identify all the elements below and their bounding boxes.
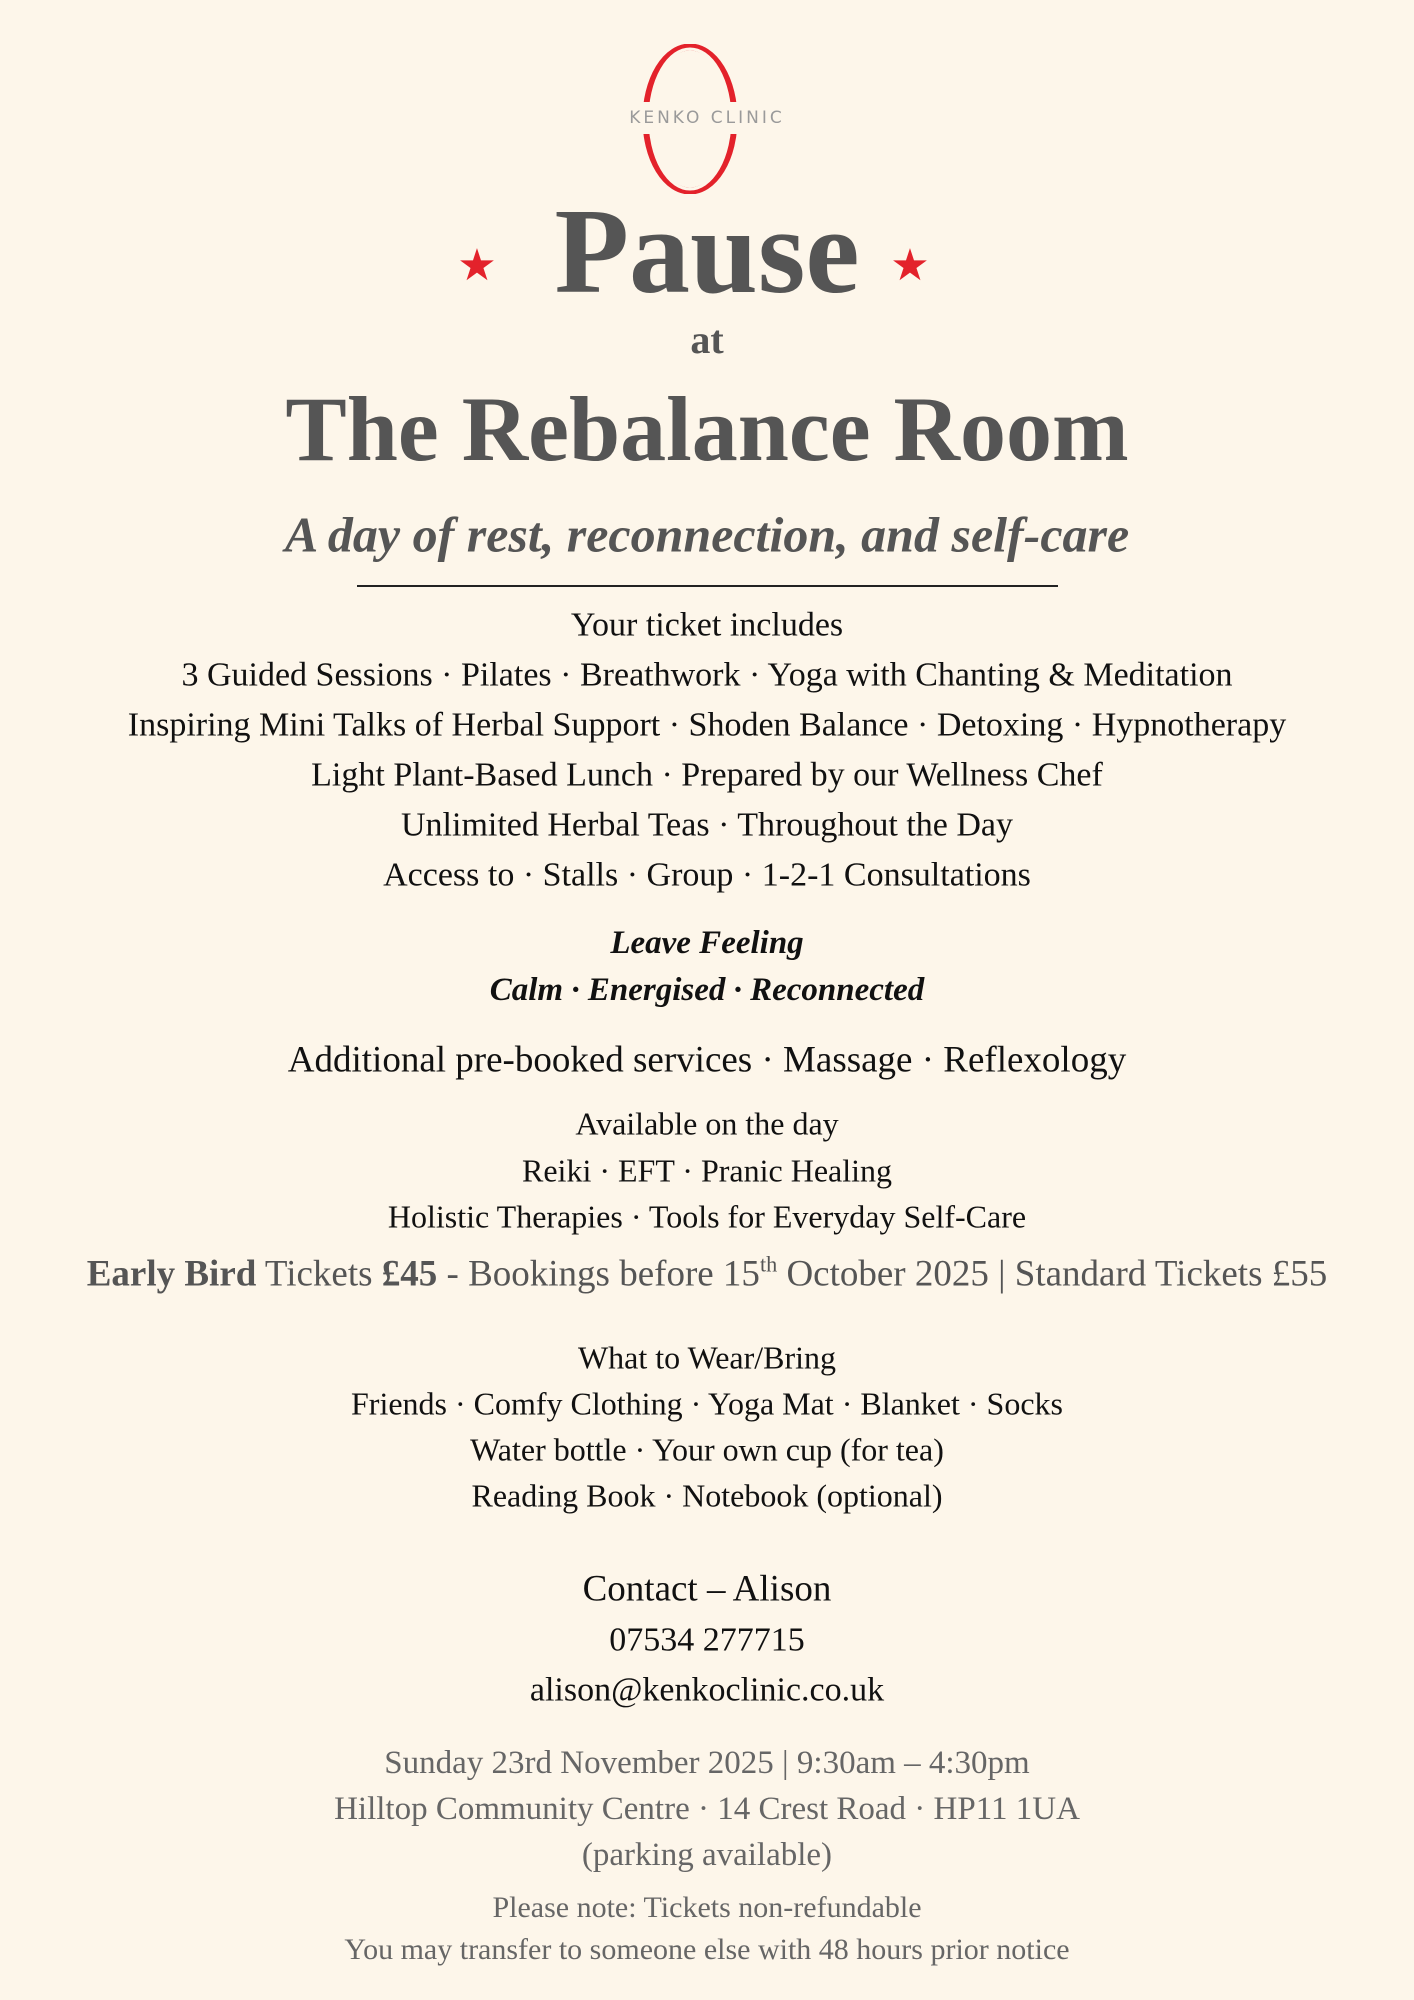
bring-item: Reading Book · Notebook (optional) <box>471 1477 943 1514</box>
contact-label: Contact – Alison <box>582 1568 832 1610</box>
contact-email[interactable]: alison@kenkoclinic.co.uk <box>529 1671 885 1709</box>
contact-phone[interactable]: 07534 277715 <box>609 1621 805 1659</box>
title-connector: at <box>690 317 724 362</box>
star-icon-left: ★ <box>457 241 497 290</box>
on-the-day-item: Holistic Therapies · Tools for Everyday Self-Care <box>387 1198 1027 1235</box>
includes-item: 3 Guided Sessions · Pilates · Breathwork · Yoga with Chanting & Meditation <box>181 656 1233 694</box>
includes-item: Inspiring Mini Talks of Herbal Support · Shoden Balance · Detoxing · Hypnotherapy <box>127 706 1287 744</box>
note-refund: Please note: Tickets non-refundable <box>492 1890 922 1924</box>
pricing-line <box>0 1251 1414 1297</box>
divider <box>357 585 1058 587</box>
bring-item: Friends · Comfy Clothing · Yoga Mat · Blanket · Socks <box>351 1385 1063 1422</box>
booking-sup: th <box>759 1251 778 1277</box>
includes-heading: Your ticket includes <box>570 606 844 644</box>
bring-heading: What to Wear/Bring <box>577 1339 837 1376</box>
early-bird-label: Early Bird <box>86 1253 257 1295</box>
early-price: £45 <box>381 1253 438 1295</box>
tickets-word: Tickets <box>256 1253 382 1295</box>
event-title: Pause <box>554 183 860 319</box>
event-parking: (parking available) <box>581 1837 833 1874</box>
on-the-day-item: Reiki · EFT · Pranic Healing <box>522 1152 892 1189</box>
event-address: Hilltop Community Centre · 14 Crest Road · HP11 1UA <box>334 1791 1080 1828</box>
booking-prefix: - Bookings before 15 <box>437 1253 760 1295</box>
logo-text: KENKO CLINIC <box>629 108 785 128</box>
tagline: A day of rest, reconnection, and self-care <box>284 506 1130 563</box>
includes-item: Light Plant-Based Lunch · Prepared by our Wellness Chef <box>311 756 1103 794</box>
note-transfer: You may transfer to someone else with 48 hours prior notice <box>344 1932 1070 1966</box>
includes-item: Unlimited Herbal Teas · Throughout the Day <box>401 806 1013 844</box>
booking-suffix: October 2025 | Standard Tickets £55 <box>777 1253 1328 1295</box>
event-date-time: Sunday 23rd November 2025 | 9:30am – 4:30pm <box>384 1745 1030 1782</box>
feeling-words: Calm · Energised · Reconnected <box>489 972 925 1009</box>
on-the-day-heading: Available on the day <box>575 1105 839 1142</box>
venue-name: The Rebalance Room <box>285 378 1129 481</box>
additional-services: Additional pre-booked services · Massage · Reflexology <box>287 1039 1127 1081</box>
bring-item: Water bottle · Your own cup (for tea) <box>470 1431 944 1468</box>
star-icon-right: ★ <box>890 241 930 290</box>
feeling-heading: Leave Feeling <box>610 925 804 962</box>
includes-item: Access to · Stalls · Group · 1-2-1 Consultations <box>383 856 1031 894</box>
